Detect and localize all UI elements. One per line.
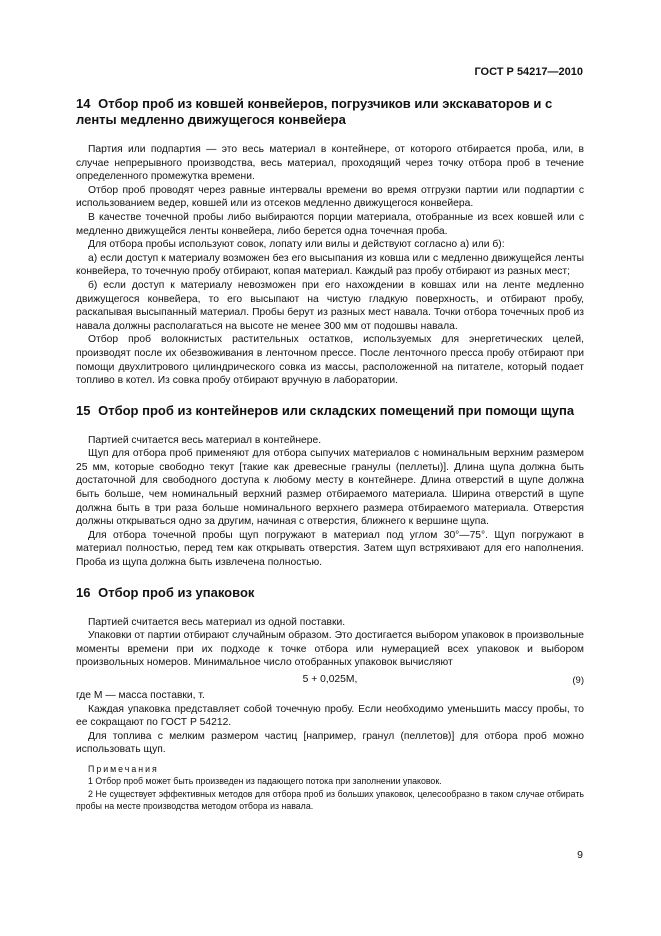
paragraph: Упаковки от партии отбирают случайным образом. Это достигается выбором упаковок в произвольные моменты времени при их подходе к точке отбора или нумерацией всех упаковок и выбором произвольных номеров. Минимальное число отобранных упаковок вычисляют [76,630,584,669]
notes-title: Примечания [88,763,159,774]
paragraph: В качестве точечной пробы либо выбираются порции материала, отобранные из всех ковшей или с медленно движущейся ленты конвейера, либо берется одна точечная проба. [76,211,584,237]
section-15 [76,403,584,570]
paragraph: Партия или подпартия — это весь материал в контейнере, от которого отбирается проба, или, в случае непрерывного производства, весь материал, проходящий через точку отбора проб в течение определенного промежутка времени. [76,144,584,183]
note-item: 1 Отбор проб может быть произведен из падающего потока при заполнении упаковок. [88,776,442,787]
section-15-title-text: Отбор проб из контейнеров или складских помещений при помощи щупа [98,402,575,418]
section-16-number: 16 [76,584,91,600]
paragraph: Для отбора пробы используют совок, лопату или вилы и действуют согласно а) или б): [88,239,505,251]
section-15-title [76,403,584,419]
section-16-title [76,585,584,601]
notes [76,763,584,813]
paragraph: Щуп для отбора проб применяют для отбора сыпучих материалов с номинальным верхним размером 25 мм, которые свободно текут [такие как древесные гранулы (пеллеты)]. Длина щупа должна быть достаточной для свободного доступа к любому месту в контейнере. Длина отверстий в щупе должна быть больше, чем номинальный верхний размер отбираемого материала. Ширина отверстий в щупе должна быть в три раза больше номинального верхнего размера отбираемого материала. Отверстия должны открываться одно за другим, начиная с отверстия, ближнего к вершине щупа. [76,448,584,528]
paragraph: Для отбора точечной пробы щуп погружают в материал под углом 30°—75°. Щуп погружают в материал полностью, перед тем как открывать отверстия. Затем щуп встряхивают для его наполнения. Проба из щупа должна быть извлечена полностью. [76,529,584,569]
formula: 5 + 0,025М, [302,674,358,685]
page-number: 9 [577,849,583,861]
formula-row [76,671,584,688]
page-content [76,92,584,813]
section-14 [76,96,584,388]
section-16 [76,585,584,813]
section-15-number: 15 [76,402,91,418]
list-item-a: а) если доступ к материалу возможен без его высыпания из ковша или с медленно движущейся ленты конвейера, то точечную пробу отбирают, копая материал. Каждый раз пробу отбирают из разных мест; [76,252,584,278]
paragraph: Партией считается весь материал в контейнере. [88,434,322,446]
section-14-title [76,96,584,128]
list-item-b: б) если доступ к материалу невозможен при его нахождении в ковшах или на ленте медленно движущегося конвейера, то его высыпают на чистую гладкую поверхность, и отбирают пробу, раскапывая высыпанный материал. Пробы берут из разных мест навала. Точки отбора точечных проб из навала должны располагаться на высоте не менее 300 мм от подошвы навала. [76,279,584,332]
section-16-title-text: Отбор проб из упаковок [98,584,255,600]
document-header: ГОСТ Р 54217—2010 [474,66,583,78]
formula-number: (9) [572,675,584,686]
formula-where: где М — масса поставки, т. [76,690,205,701]
section-14-number: 14 [76,96,91,111]
section-14-title-text: Отбор проб из ковшей конвейеров, погрузчиков или экскаваторов и с ленты медленно движущегося конвейера [76,96,553,127]
paragraph: Партией считается весь материал из одной поставки. [88,616,346,628]
paragraph: Для топлива с мелким размером частиц [например, гранул (пеллетов)] для отбора проб можно использовать щуп. [76,730,584,756]
paragraph: Отбор проб проводят через равные интервалы времени во время отгрузки партии или подпартии с использованием ведер, ковшей или из отсеков медленно движущегося конвейера. [76,184,584,210]
note-item: 2 Не существует эффективных методов для отбора проб из больших упаковок, целесообразно в таком случае отбирать пробы на месте производства методом отбора из навала. [76,788,584,812]
paragraph: Отбор проб волокнистых растительных остатков, используемых для энергетических целей, производят после их обезвоживания в ленточном прессе. После ленточного пресса пробу отбирают при помощи двухлитрового цилиндрического совка из массы, расположенной на питателе, который подает топливо в котел. Из совка пробу отбирают вручную в лаборатории. [76,334,584,387]
paragraph: Каждая упаковка представляет собой точечную пробу. Если необходимо уменьшить массу пробы, то ее сокращают по ГОСТ Р 54212. [76,703,584,729]
